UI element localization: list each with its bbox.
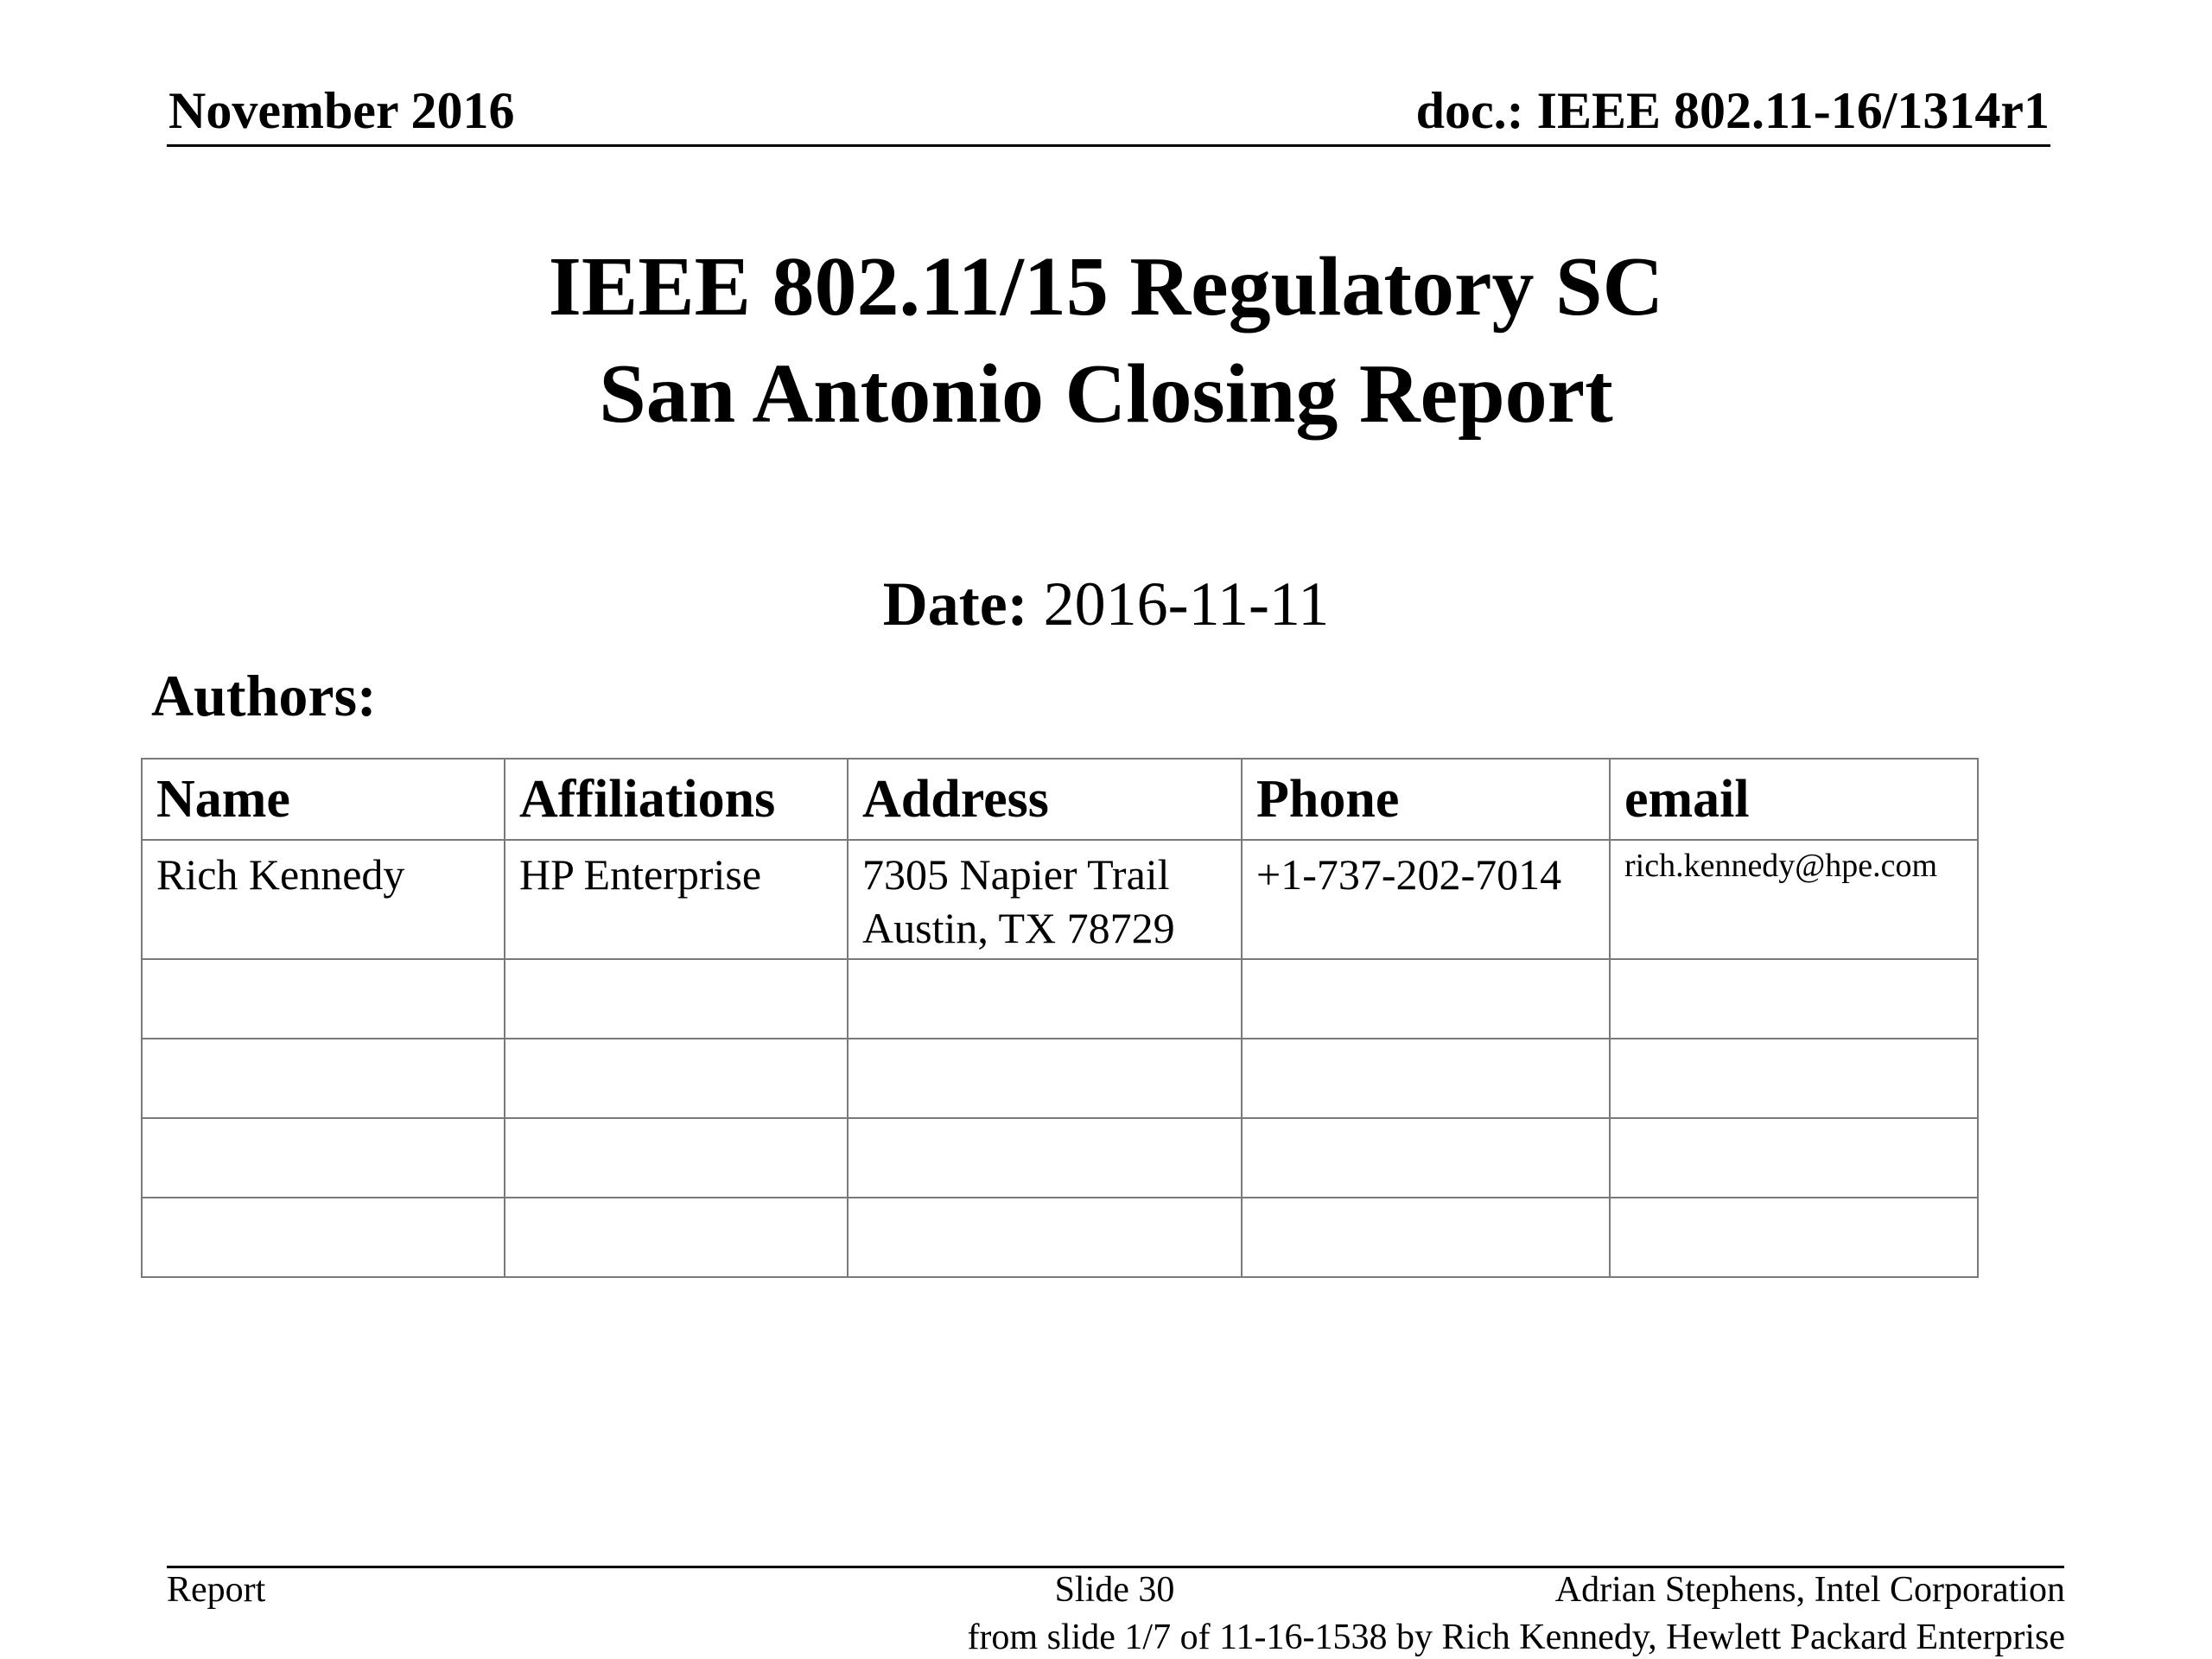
column-header-address: Address [848,759,1242,840]
author-email: rich.kennedy@hpe.com [1610,840,1978,959]
empty-cell [848,1198,1242,1277]
header-date: November 2016 [168,82,515,139]
footer-author: Adrian Stephens, Intel Corporation [1554,1570,2065,1610]
date-line [0,570,2212,639]
column-header-affiliations: Affiliations [505,759,848,840]
empty-cell [848,1039,1242,1118]
title-line-1: IEEE 802.11/15 Regulatory SC [548,240,1664,334]
authors-label: Authors: [151,663,377,728]
empty-cell [142,1118,505,1198]
column-header-email: email [1610,759,1978,840]
author-phone: +1-737-202-7014 [1242,840,1610,959]
empty-cell [848,959,1242,1039]
column-header-phone: Phone [1242,759,1610,840]
empty-cell [1610,1198,1978,1277]
empty-cell [142,959,505,1039]
header-divider [167,144,2050,147]
table-row-empty [142,1198,1978,1277]
empty-cell [505,1118,848,1198]
table-row [142,840,1978,959]
title-line-2: San Antonio Closing Report [599,347,1613,441]
header-doc-id: doc.: IEEE 802.11-16/1314r1 [1415,82,2050,139]
slide-number: Slide 30 [1054,1570,1175,1610]
author-address [848,840,1242,959]
address-line-1: 7305 Napier Trail [862,850,1170,899]
empty-cell [1610,1039,1978,1118]
date-value: 2016-11-11 [1043,569,1330,639]
authors-table [141,758,1979,1278]
empty-cell [1242,1198,1610,1277]
empty-cell [505,1198,848,1277]
empty-cell [505,959,848,1039]
table-row-empty [142,1118,1978,1198]
table-row-empty [142,1039,1978,1118]
date-label: Date: [882,569,1028,639]
empty-cell [848,1118,1242,1198]
empty-cell [1242,1118,1610,1198]
empty-cell [1610,959,1978,1039]
author-affiliation: HP Enterprise [505,840,848,959]
empty-cell [1242,959,1610,1039]
table-row-empty [142,959,1978,1039]
author-name: Rich Kennedy [142,840,505,959]
footer-source-note: from slide 1/7 of 11-16-1538 by Rich Kennedy, Hewlett Packard Enterprise [967,1618,2065,1657]
empty-cell [142,1039,505,1118]
address-line-2: Austin, TX 78729 [862,904,1175,952]
empty-cell [1610,1118,1978,1198]
column-header-name: Name [142,759,505,840]
empty-cell [505,1039,848,1118]
slide-title [0,233,2212,448]
footer-left: Report [167,1570,266,1610]
table-header-row [142,759,1978,840]
empty-cell [142,1198,505,1277]
empty-cell [1242,1039,1610,1118]
